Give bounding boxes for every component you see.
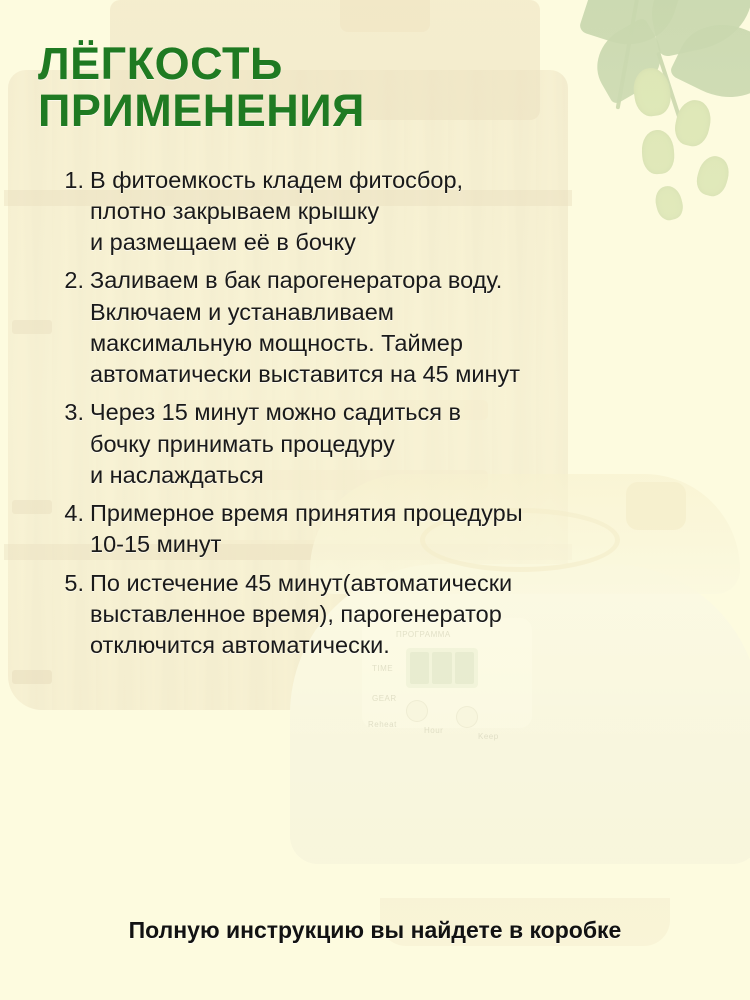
list-item — [90, 165, 722, 259]
step-line: По истечение 45 минут(автоматически — [90, 569, 513, 596]
page-title — [38, 40, 722, 135]
step-line: отключится автоматически. — [90, 632, 390, 658]
step-line: Включаем и устанавливаем — [90, 298, 394, 325]
step-line: Заливаем в бак парогенератора воду. — [90, 267, 503, 294]
step-line: автоматически выставится на 45 минут — [90, 361, 521, 387]
instruction-steps-list — [38, 165, 722, 662]
step-line: Через 15 минут можно садиться в — [90, 399, 462, 426]
footnote-text: Полную инструкцию вы найдете в коробке — [128, 917, 622, 943]
list-item — [90, 568, 722, 662]
step-line: 10-15 минут — [90, 531, 222, 558]
step-line: Примерное время принятия процедуры — [90, 500, 523, 526]
step-line: максимальную мощность. Таймер — [90, 329, 463, 356]
list-item — [90, 397, 722, 491]
page-title-line-2: ПРИМЕНЕНИЯ — [38, 85, 365, 137]
list-item — [90, 265, 722, 390]
step-line: бочку принимать процедуру — [90, 430, 395, 457]
step-line: и наслаждаться — [90, 461, 264, 488]
step-line: В фитоемкость кладем фитосбор, — [90, 166, 464, 193]
page-title-line-1: ЛЁГКОСТЬ — [38, 38, 283, 89]
step-line: и размещаем её в бочку — [90, 229, 356, 255]
step-line: плотно закрываем крышку — [90, 197, 380, 224]
step-line: выставленное время), парогенератор — [90, 600, 502, 627]
list-item — [90, 498, 722, 561]
